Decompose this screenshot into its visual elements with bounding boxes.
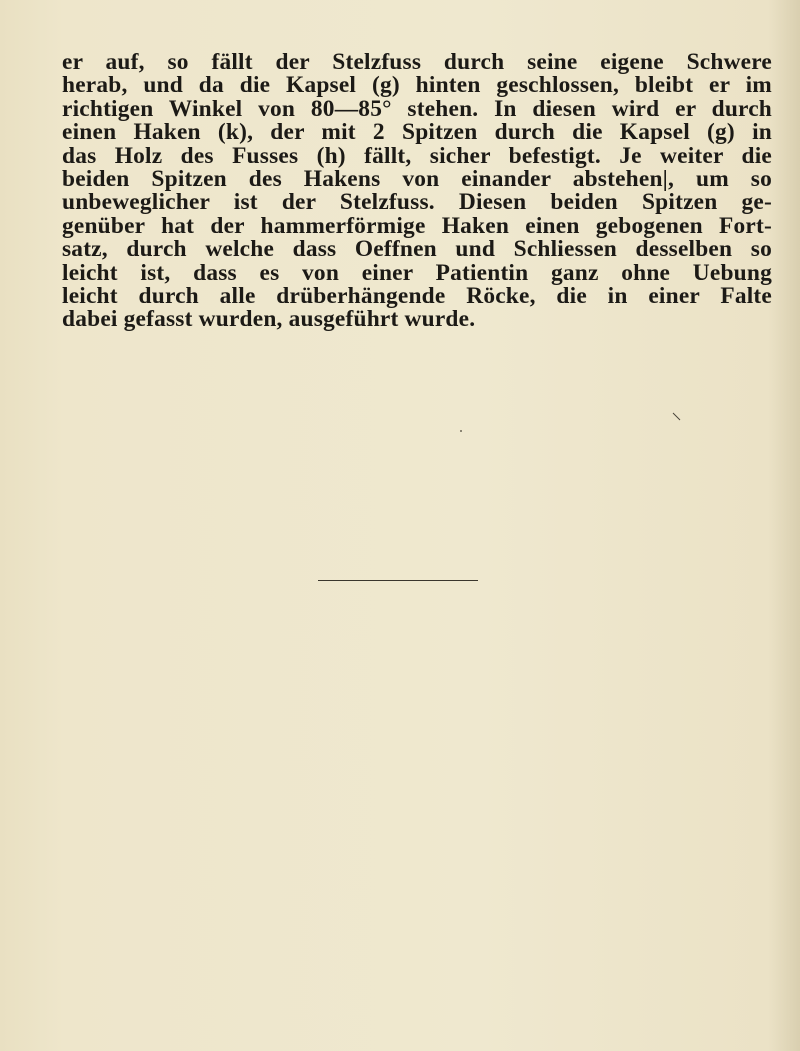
text-line-8: genüber hat der hammerförmige Haken einen gebogenen Fort- (62, 212, 772, 239)
text-line-6: beiden Spitzen des Hakens von einander abstehen|, um so (62, 165, 772, 192)
body-paragraph (62, 51, 772, 332)
text-line-12: dabei gefasst wurden, ausgeführt wurde. (62, 306, 476, 333)
text-line-9: satz, durch welche dass Oeffnen und Schliessen desselben so (62, 236, 772, 263)
text-line-2: herab, und da die Kapsel (g) hinten geschlossen, bleibt er im (62, 72, 772, 99)
text-line-10: leicht ist, dass es von einer Patientin ganz ohne Uebung (62, 259, 772, 286)
stray-pen-mark (672, 412, 682, 422)
text-line-5: das Holz des Fusses (h) fällt, sicher befestigt. Je weiter die (62, 142, 772, 169)
paper-speck (460, 430, 462, 432)
text-line-11: leicht durch alle drüberhängende Röcke, die in einer Falte (62, 282, 772, 309)
section-divider-rule (318, 580, 478, 581)
text-line-7: unbeweglicher ist der Stelzfuss. Diesen beiden Spitzen ge- (62, 189, 772, 216)
text-line-3: richtigen Winkel von 80—85° stehen. In diesen wird er durch (62, 95, 772, 122)
text-line-4: einen Haken (k), der mit 2 Spitzen durch die Kapsel (g) in (62, 119, 772, 146)
text-line-1: er auf, so fällt der Stelzfuss durch seine eigene Schwere (62, 49, 772, 75)
